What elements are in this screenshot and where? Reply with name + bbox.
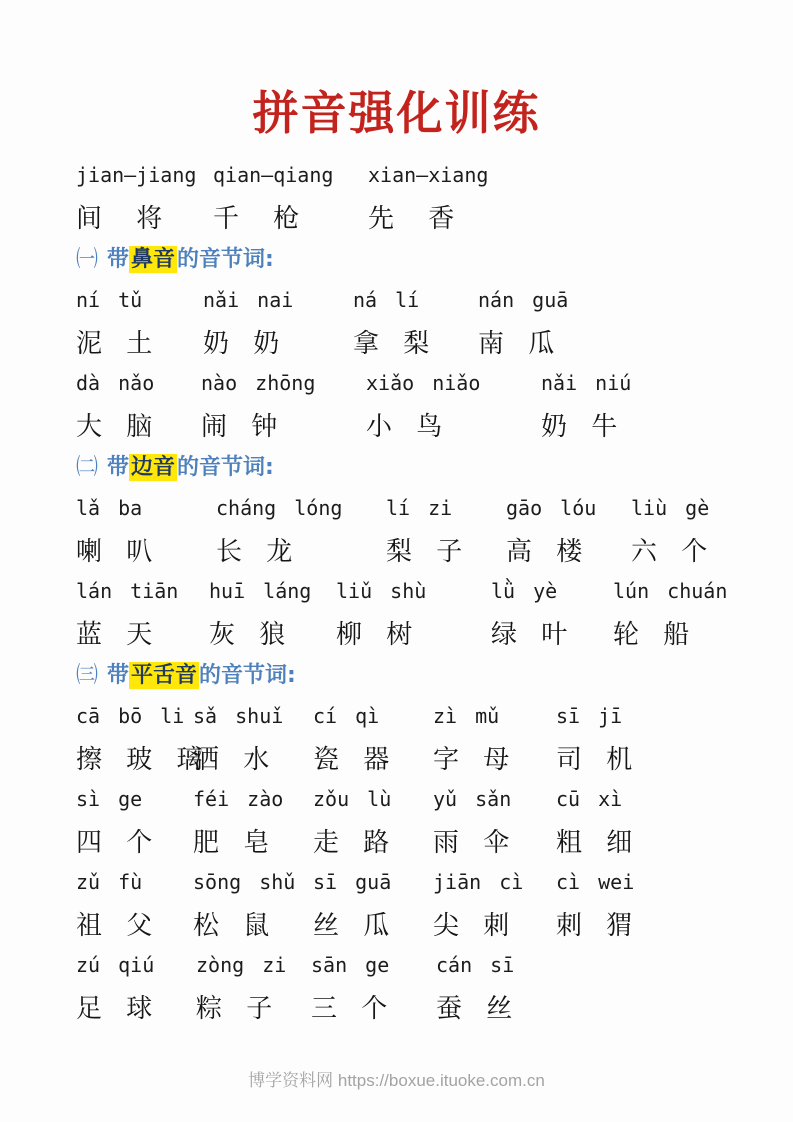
section-number: ㈡ <box>76 455 99 481</box>
pinyin-word: sōng shǔ <box>193 869 296 894</box>
pinyin-row <box>76 695 753 737</box>
pinyin-word: lǎ ba <box>76 495 143 520</box>
pinyin-word: yǔ sǎn <box>433 786 512 811</box>
section-heading <box>76 653 753 695</box>
pinyin-word: lí zi <box>386 495 453 520</box>
footer <box>0 1066 793 1091</box>
hanzi-word: 小 鸟 <box>366 411 443 442</box>
pinyin-word: dà nǎo <box>76 370 155 395</box>
pinyin-word: zòng zi <box>196 953 287 978</box>
section-lateral <box>76 445 753 653</box>
pinyin-row <box>76 861 753 903</box>
hanzi-word: 先 香 <box>368 203 455 234</box>
hanzi-word: 字 母 <box>433 744 510 775</box>
hanzi-row <box>76 404 753 446</box>
pinyin-row <box>76 279 753 321</box>
hanzi-word: 奶 奶 <box>203 328 280 359</box>
pinyin-word: zì mǔ <box>433 703 500 728</box>
worksheet-content <box>76 154 753 1027</box>
page-title: 拼音强化训练 <box>252 87 541 139</box>
footer-watermark-text: 博学资料网 https://boxue.ituoke.com.cn <box>248 1071 545 1090</box>
hanzi-word: 足 球 <box>76 994 153 1025</box>
pinyin-word: lǜ yè <box>491 578 558 603</box>
hanzi-word: 千 枪 <box>213 203 300 234</box>
hanzi-word: 蚕 丝 <box>436 994 513 1025</box>
hanzi-word: 瓷 器 <box>313 744 390 775</box>
pinyin-word: liǔ shù <box>336 578 427 603</box>
hanzi-word: 南 瓜 <box>478 328 555 359</box>
hanzi-row <box>76 903 753 945</box>
hanzi-word: 祖 父 <box>76 910 153 941</box>
section-label: 带平舌音的音节词: <box>107 663 296 689</box>
hanzi-word: 松 鼠 <box>193 910 270 941</box>
hanzi-word: 高 楼 <box>506 536 583 567</box>
hanzi-word: 肥 皂 <box>193 827 270 858</box>
pinyin-word: nǎi nai <box>203 287 294 312</box>
hanzi-word: 泥 土 <box>76 328 153 359</box>
hanzi-word: 粽 子 <box>196 994 273 1025</box>
section-heading <box>76 237 753 279</box>
section-number: ㈠ <box>76 247 99 273</box>
pinyin-word: cán sī <box>436 953 515 978</box>
pinyin-word: sǎ shuǐ <box>193 703 284 728</box>
pinyin-row <box>76 487 753 529</box>
pinyin-row <box>76 570 753 612</box>
pinyin-word: ná lí <box>353 287 420 312</box>
hanzi-row <box>76 986 753 1028</box>
hanzi-word: 闹 钟 <box>201 411 278 442</box>
pinyin-word: qian—qiang <box>213 162 334 187</box>
pinyin-word: xian—xiang <box>368 162 489 187</box>
hanzi-word: 长 龙 <box>216 536 293 567</box>
pinyin-word: gāo lóu <box>506 495 597 520</box>
pinyin-word: jiān cì <box>433 869 524 894</box>
pinyin-word: huī láng <box>209 578 312 603</box>
hanzi-word: 拿 梨 <box>353 328 430 359</box>
highlight-term: 平舌音 <box>131 663 198 689</box>
hanzi-word: 奶 牛 <box>541 411 618 442</box>
hanzi-row <box>76 612 753 654</box>
hanzi-word: 刺 猬 <box>556 910 633 941</box>
pinyin-word: cì wei <box>556 869 635 894</box>
pinyin-row <box>76 778 753 820</box>
section-nasal <box>76 237 753 445</box>
pinyin-word: nán guā <box>478 287 569 312</box>
pinyin-word: xiǎo niǎo <box>366 370 481 395</box>
hanzi-word: 擦 玻 璃 <box>76 744 203 775</box>
hanzi-word: 喇 叭 <box>76 536 153 567</box>
hanzi-word: 六 个 <box>631 536 708 567</box>
hanzi-word: 洒 水 <box>193 744 270 775</box>
hanzi-word: 间 将 <box>76 203 163 234</box>
pinyin-row <box>76 362 753 404</box>
pinyin-row <box>76 944 753 986</box>
hanzi-word: 灰 狼 <box>209 619 286 650</box>
pinyin-word: zú qiú <box>76 953 155 978</box>
pinyin-word: cháng lóng <box>216 495 343 520</box>
pinyin-word: cū xì <box>556 786 623 811</box>
highlight-term: 边音 <box>131 455 176 481</box>
hanzi-word: 尖 刺 <box>433 910 510 941</box>
pinyin-word: sì ge <box>76 786 143 811</box>
pinyin-word: lán tiān <box>76 578 179 603</box>
pinyin-word: sān ge <box>311 953 390 978</box>
pinyin-word: liù gè <box>631 495 710 520</box>
section-label: 带边音的音节词: <box>107 455 274 481</box>
hanzi-word: 蓝 天 <box>76 619 153 650</box>
hanzi-word: 大 脑 <box>76 411 153 442</box>
pinyin-word: nǎi niú <box>541 370 632 395</box>
pinyin-word: cā bō li <box>76 703 185 728</box>
intro-hanzi-row <box>76 196 753 238</box>
hanzi-row <box>76 320 753 362</box>
hanzi-word: 司 机 <box>556 744 633 775</box>
hanzi-row <box>76 820 753 862</box>
highlight-term: 鼻音 <box>131 247 176 273</box>
pinyin-word: ní tǔ <box>76 287 143 312</box>
hanzi-row <box>76 528 753 570</box>
pinyin-word: zǔ fù <box>76 869 143 894</box>
pinyin-word: sī guā <box>313 869 392 894</box>
hanzi-word: 绿 叶 <box>491 619 568 650</box>
section-flat-tongue <box>76 653 753 1027</box>
pinyin-word: zǒu lù <box>313 786 392 811</box>
hanzi-word: 四 个 <box>76 827 153 858</box>
hanzi-word: 丝 瓜 <box>313 910 390 941</box>
pinyin-word: lún chuán <box>613 578 728 603</box>
hanzi-word: 柳 树 <box>336 619 413 650</box>
hanzi-word: 三 个 <box>311 994 388 1025</box>
hanzi-word: 粗 细 <box>556 827 633 858</box>
hanzi-word: 走 路 <box>313 827 390 858</box>
pinyin-word: sī jī <box>556 703 623 728</box>
section-heading <box>76 445 753 487</box>
pinyin-word: jian—jiang <box>76 162 197 187</box>
hanzi-word: 轮 船 <box>613 619 690 650</box>
section-number: ㈢ <box>76 663 99 689</box>
hanzi-word: 雨 伞 <box>433 827 510 858</box>
section-label: 带鼻音的音节词: <box>107 247 274 273</box>
pinyin-word: féi zào <box>193 786 284 811</box>
pinyin-word: nào zhōng <box>201 370 316 395</box>
hanzi-row <box>76 736 753 778</box>
pinyin-word: cí qì <box>313 703 380 728</box>
intro-pinyin-row <box>76 154 753 196</box>
hanzi-word: 梨 子 <box>386 536 463 567</box>
